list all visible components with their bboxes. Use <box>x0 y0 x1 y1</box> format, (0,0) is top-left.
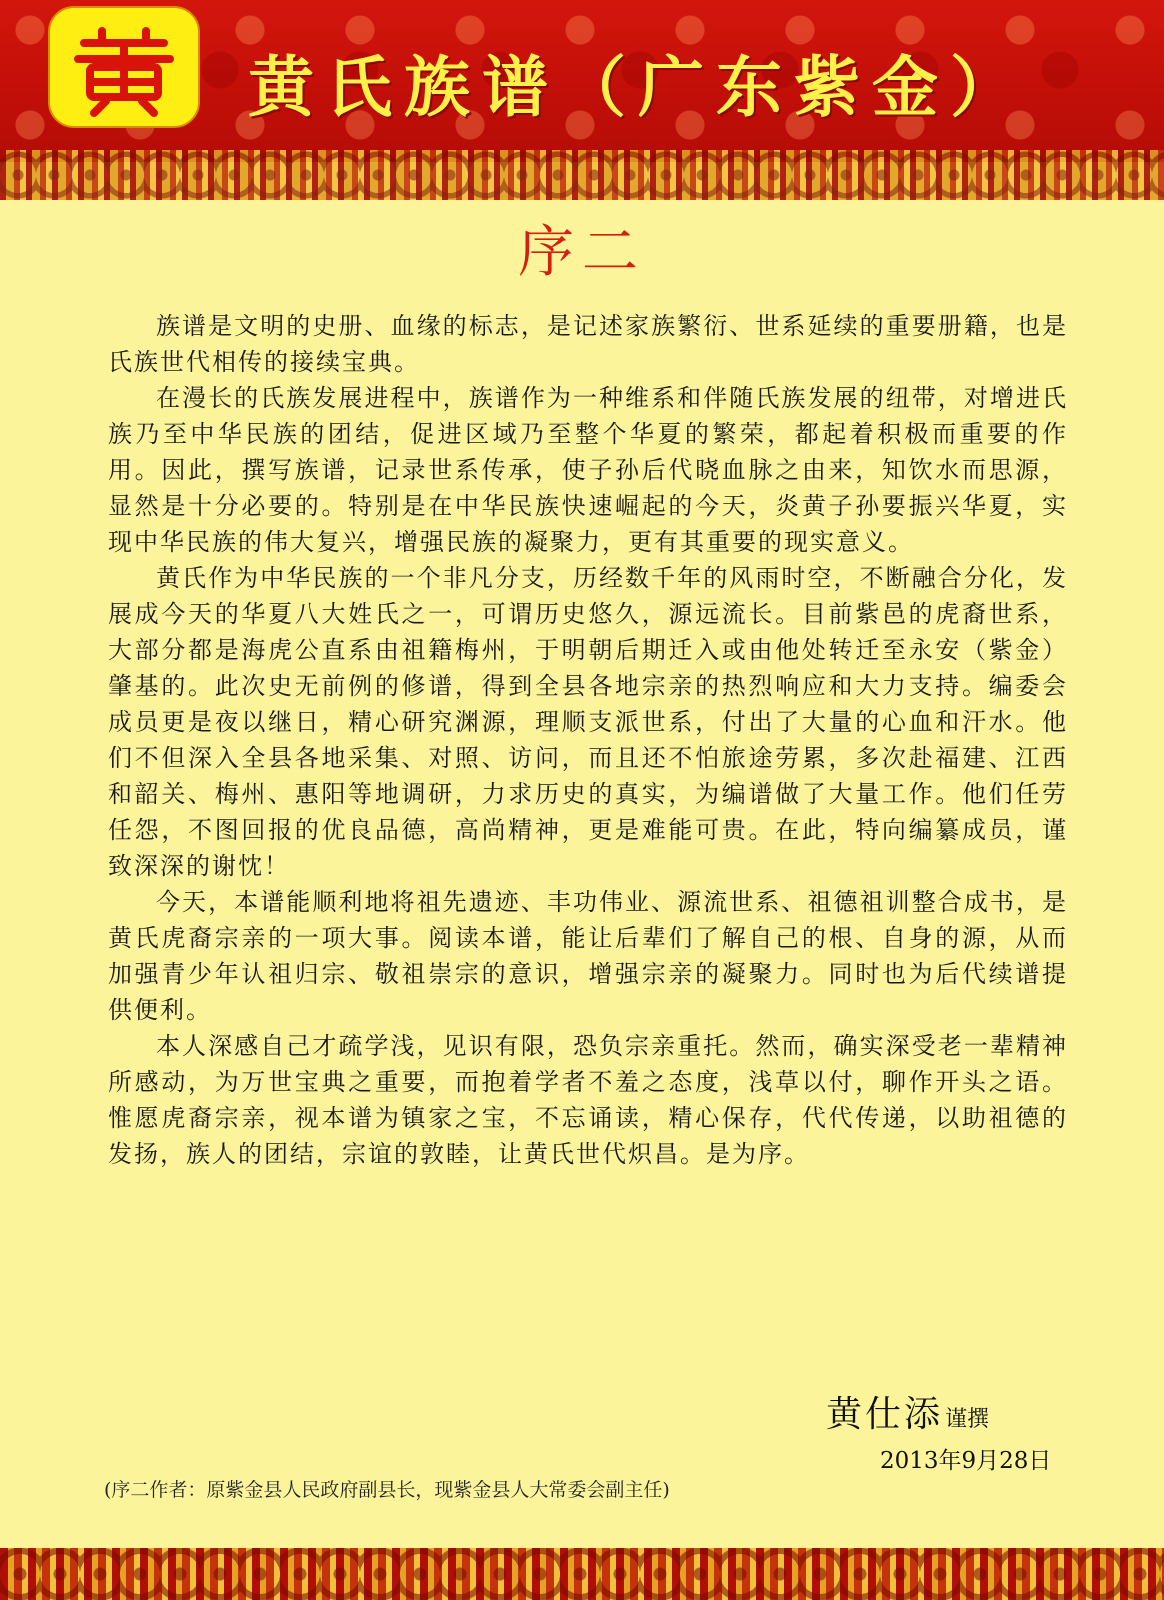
preface-body <box>108 308 1068 1172</box>
signature <box>826 1386 989 1437</box>
signature-suffix: 谨撰 <box>945 1407 990 1432</box>
signature-date: 2013年9月28日 <box>880 1448 1052 1474</box>
paragraph: 黄氏作为中华民族的一个非凡分支，历经数千年的风雨时空，不断融合分化，发展成今天的华夏八大姓氏之一，可谓历史悠久，源远流长。目前紫邑的虎裔世系，大部分都是海虎公直系由祖籍梅州，于明朝后期迁入或由他处转迁至永安（紫金）肇基的。此次史无前例的修谱，得到全县各地宗亲的热烈响应和大力支持。编委会成员更是夜以继日，精心研究渊源，理顺支派世系，付出了大量的心血和汗水。他们不但深入全县各地采集、对照、访问，而且还不怕旅途劳累，多次赴福建、江西和韶关、梅州、惠阳等地调研，力求历史的真实，为编谱做了大量工作。他们任劳任怨，不图回报的优良品德，高尚精神，更是难能可贵。在此，特向编纂成员，谨致深深的谢忱！ <box>108 564 1068 880</box>
header-banner <box>0 0 1164 162</box>
huang-seal-icon <box>62 17 186 117</box>
preface-heading: 序二 <box>518 220 646 285</box>
header-ornamental-border <box>0 150 1164 200</box>
paragraph: 今天，本谱能顺利地将祖先遗迹、丰功伟业、源流世系、祖德祖训整合成书，是黄氏虎裔宗亲的一项大事。阅读本谱，能让后辈们了解自己的根、自身的源，从而加强青少年认祖归宗、敬祖崇宗的意识，增强宗亲的凝聚力。同时也为后代续谱提供便利。 <box>108 888 1068 1024</box>
signature-name: 黄仕添 <box>826 1394 944 1435</box>
footer-ornamental-border <box>0 1548 1164 1600</box>
paragraph: 在漫长的氏族发展进程中，族谱作为一种维系和伴随氏族发展的纽带，对增进氏族乃至中华民族的团结，促进区域乃至整个华夏的繁荣，都起着积极而重要的作用。因此，撰写族谱，记录世系传承，使子孙后代晓血脉之由来，知饮水而思源，显然是十分必要的。特别是在中华民族快速崛起的今天，炎黄子孙要振兴华夏，实现中华民族的伟大复兴，增强民族的凝聚力，更有其重要的现实意义。 <box>108 384 1068 556</box>
author-note: (序二作者：原紫金县人民政府副县长，现紫金县人大常委会副主任) <box>104 1479 670 1501</box>
paragraph: 族谱是文明的史册、血缘的标志，是记述家族繁衍、世系延续的重要册籍，也是氏族世代相传的接续宝典。 <box>108 312 1068 376</box>
banner-title: 黄氏族谱（广东紫金） <box>248 48 1028 126</box>
family-logo <box>48 6 200 128</box>
paragraph: 本人深感自己才疏学浅，见识有限，恐负宗亲重托。然而，确实深受老一辈精神所感动，为万世宝典之重要，而抱着学者不羞之态度，浅草以付，聊作开头之语。惟愿虎裔宗亲，视本谱为镇家之宝，不忘诵读，精心保存，代代传递，以助祖德的发扬，族人的团结，宗谊的敦睦，让黄氏世代炽昌。是为序。 <box>108 1032 1068 1168</box>
